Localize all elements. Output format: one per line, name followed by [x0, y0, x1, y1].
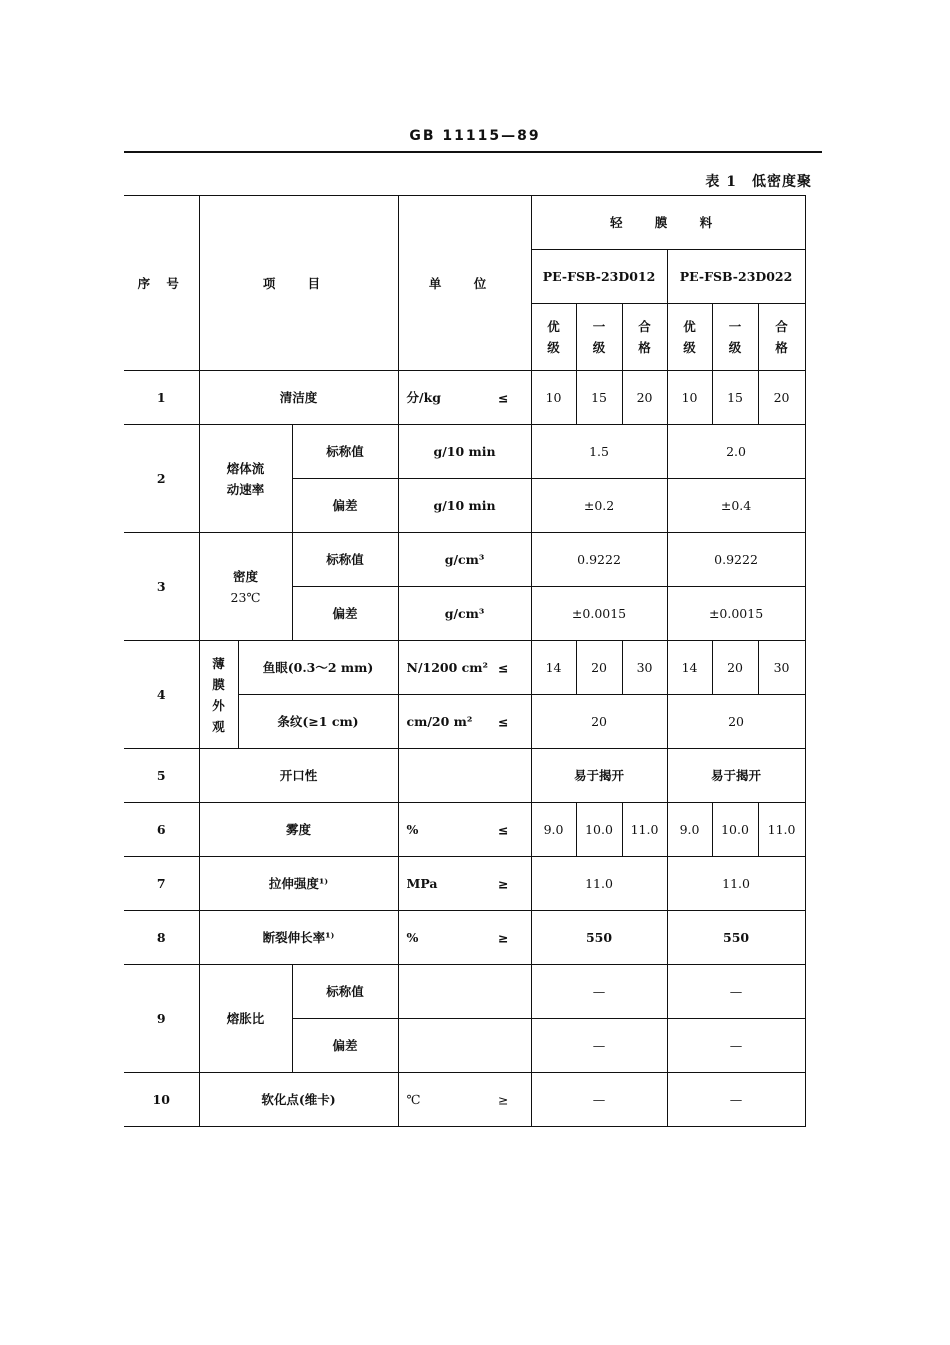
unit-cell: g/cm³ — [398, 587, 531, 641]
value-cell: 9.0 — [667, 803, 712, 857]
item-name: 熔胀比 — [199, 965, 292, 1073]
table-row — [124, 533, 805, 587]
table-row — [124, 857, 805, 911]
table-row — [124, 965, 805, 1019]
sub-item-name: 偏差 — [292, 1019, 398, 1073]
value-cell: — — [531, 1019, 667, 1073]
item-name: 雾度 — [199, 803, 398, 857]
value-cell: ±0.0015 — [667, 587, 805, 641]
value-cell: 10 — [531, 371, 576, 425]
unit-cell: MPa ≥ — [398, 857, 531, 911]
value-cell: 1.5 — [531, 425, 667, 479]
row-number: 8 — [124, 911, 199, 965]
level-header: 优级 — [531, 304, 576, 371]
item-name: 熔体流动速率 — [199, 425, 292, 533]
value-cell: — — [667, 965, 805, 1019]
value-cell: 11.0 — [758, 803, 805, 857]
item-name: 清洁度 — [199, 371, 398, 425]
unit-cell: cm/20 m² ≤ — [398, 695, 531, 749]
value-cell: — — [667, 1073, 805, 1127]
sub-item-name: 标称值 — [292, 533, 398, 587]
level-header: 一级 — [576, 304, 622, 371]
value-cell: 10.0 — [576, 803, 622, 857]
value-cell: 20 — [622, 371, 667, 425]
table-row — [124, 425, 805, 479]
value-cell: 20 — [576, 641, 622, 695]
row-number: 10 — [124, 1073, 199, 1127]
item-name: 密度 23℃ — [199, 533, 292, 641]
value-cell: 10 — [667, 371, 712, 425]
comparison-symbol: ≥ — [498, 876, 509, 891]
unit-cell — [398, 965, 531, 1019]
item-name: 开口性 — [199, 749, 398, 803]
value-cell: 14 — [531, 641, 576, 695]
item-name: 薄膜外观 — [199, 641, 238, 749]
row-number: 4 — [124, 641, 199, 749]
unit-cell: ℃ ≥ — [398, 1073, 531, 1127]
comparison-symbol: ≤ — [498, 822, 509, 837]
value-cell: 11.0 — [667, 857, 805, 911]
level-header: 优级 — [667, 304, 712, 371]
sub-item-name: 鱼眼(0.3～2 mm) — [238, 641, 398, 695]
table-row — [124, 803, 805, 857]
item-name: 软化点(维卡) — [199, 1073, 398, 1127]
sub-item-name: 标称值 — [292, 965, 398, 1019]
unit-cell — [398, 1019, 531, 1073]
comparison-symbol: ≤ — [498, 390, 509, 405]
row-number: 7 — [124, 857, 199, 911]
level-header: 一级 — [712, 304, 758, 371]
table-row — [124, 371, 805, 425]
value-cell: ±0.0015 — [531, 587, 667, 641]
sub-item-name: 条纹(≥1 cm) — [238, 695, 398, 749]
value-cell: 15 — [712, 371, 758, 425]
value-cell: 20 — [758, 371, 805, 425]
level-header: 合格 — [758, 304, 805, 371]
col-header-seq: 序 号 — [124, 196, 199, 371]
table-row — [124, 641, 805, 695]
value-cell: 30 — [622, 641, 667, 695]
row-number: 9 — [124, 965, 199, 1073]
unit-cell: N/1200 cm² ≤ — [398, 641, 531, 695]
table-caption: 表 1 低密度聚 — [705, 174, 812, 190]
grade-a-header: PE-FSB-23D012 — [531, 250, 667, 304]
value-cell: 9.0 — [531, 803, 576, 857]
value-cell: 20 — [712, 641, 758, 695]
table-row — [124, 749, 805, 803]
grade-b-header: PE-FSB-23D022 — [667, 250, 805, 304]
value-cell: ±0.2 — [531, 479, 667, 533]
value-cell: — — [531, 1073, 667, 1127]
standard-code: GB 11115—89 — [409, 128, 541, 144]
value-cell: 14 — [667, 641, 712, 695]
comparison-symbol: ≥ — [498, 1092, 509, 1107]
value-cell: 2.0 — [667, 425, 805, 479]
value-cell: 0.9222 — [531, 533, 667, 587]
table-row — [124, 911, 805, 965]
col-header-group: 轻 膜 料 — [531, 196, 805, 250]
unit-cell: g/10 min — [398, 425, 531, 479]
value-cell: 10.0 — [712, 803, 758, 857]
value-cell: 20 — [531, 695, 667, 749]
value-cell: 550 — [531, 911, 667, 965]
sub-item-name: 偏差 — [292, 587, 398, 641]
value-cell: 易于揭开 — [531, 749, 667, 803]
col-header-unit: 单 位 — [398, 196, 531, 371]
value-cell: 易于揭开 — [667, 749, 805, 803]
value-cell: 11.0 — [622, 803, 667, 857]
header-rule — [124, 151, 822, 153]
col-header-item: 项 目 — [199, 196, 398, 371]
table-row — [124, 1073, 805, 1127]
unit-cell: g/cm³ — [398, 533, 531, 587]
unit-cell: 分/kg ≤ — [398, 371, 531, 425]
row-number: 5 — [124, 749, 199, 803]
spec-table — [124, 195, 806, 1127]
value-cell: — — [531, 965, 667, 1019]
item-name: 断裂伸长率¹⁾ — [199, 911, 398, 965]
row-number: 1 — [124, 371, 199, 425]
value-cell: 550 — [667, 911, 805, 965]
row-number: 6 — [124, 803, 199, 857]
value-cell: 30 — [758, 641, 805, 695]
unit-cell: % ≥ — [398, 911, 531, 965]
unit-cell: g/10 min — [398, 479, 531, 533]
item-name: 拉伸强度¹⁾ — [199, 857, 398, 911]
unit-cell — [398, 749, 531, 803]
comparison-symbol: ≤ — [498, 714, 509, 729]
unit-cell: % ≤ — [398, 803, 531, 857]
value-cell: 20 — [667, 695, 805, 749]
row-number: 2 — [124, 425, 199, 533]
value-cell: 11.0 — [531, 857, 667, 911]
value-cell: — — [667, 1019, 805, 1073]
value-cell: 0.9222 — [667, 533, 805, 587]
comparison-symbol: ≤ — [498, 660, 509, 675]
value-cell: 15 — [576, 371, 622, 425]
sub-item-name: 标称值 — [292, 425, 398, 479]
value-cell: ±0.4 — [667, 479, 805, 533]
row-number: 3 — [124, 533, 199, 641]
level-header: 合格 — [622, 304, 667, 371]
comparison-symbol: ≥ — [498, 930, 509, 945]
sub-item-name: 偏差 — [292, 479, 398, 533]
